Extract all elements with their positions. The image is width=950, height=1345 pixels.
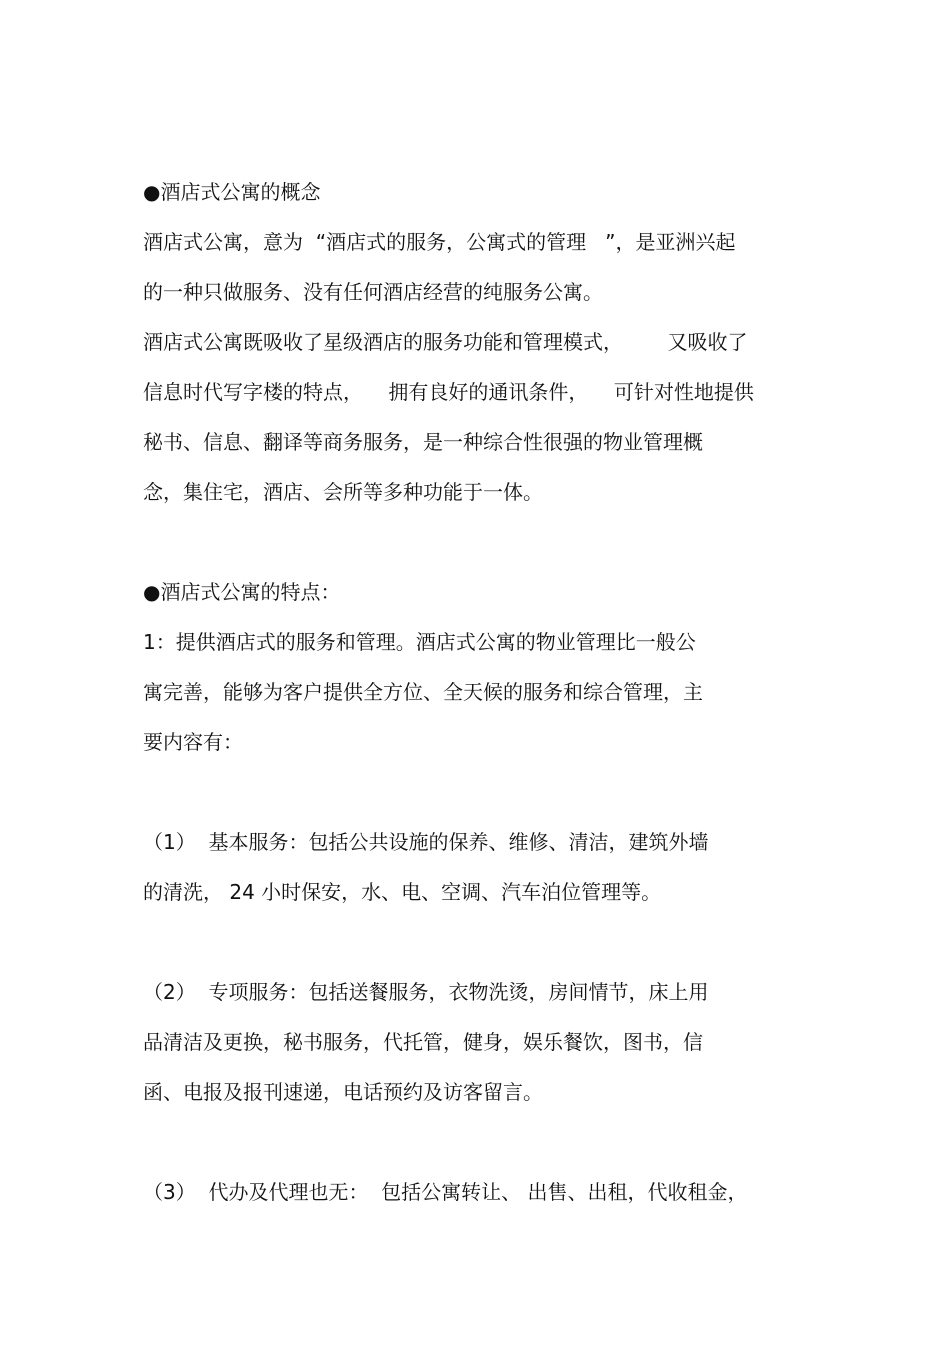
list-item-agency-services: （3） 代办及代理也无： 包括公寓转让、 出售、出租，代收租金，	[143, 1180, 748, 1204]
paragraph-line: 念，集住宅，酒店、会所等多种功能于一体。	[143, 480, 543, 504]
paragraph-line: 1：提供酒店式的服务和管理。酒店式公寓的物业管理比一般公	[143, 630, 696, 654]
paragraph-line: 酒店式公寓，意为 “酒店式的服务，公寓式的管理 ”，是亚洲兴起	[143, 230, 736, 254]
paragraph-line: 函、电报及报刊速递，电话预约及访客留言。	[143, 1080, 543, 1104]
paragraph-line: 品清洁及更换，秘书服务，代托管，健身，娱乐餐饮，图书，信	[143, 1030, 703, 1054]
paragraph-line: 秘书、信息、翻译等商务服务，是一种综合性很强的物业管理概	[143, 430, 703, 454]
paragraph-line: 的清洗， 24 小时保安，水、电、空调、汽车泊位管理等。	[143, 880, 662, 904]
paragraph-line: 的一种只做服务、没有任何酒店经营的纯服务公寓。	[143, 280, 603, 304]
list-item-special-services: （2） 专项服务：包括送餐服务，衣物洗烫，房间情节，床上用	[143, 980, 709, 1004]
section-heading-concept: ●酒店式公寓的概念	[143, 180, 321, 204]
paragraph-line: 寓完善，能够为客户提供全方位、全天候的服务和综合管理，主	[143, 680, 703, 704]
section-heading-features: ●酒店式公寓的特点：	[143, 580, 341, 604]
paragraph-line: 信息时代写字楼的特点， 拥有良好的通讯条件， 可针对性地提供	[143, 380, 754, 404]
paragraph-line: 要内容有：	[143, 730, 243, 754]
list-item-basic-services: （1） 基本服务：包括公共设施的保养、维修、清洁，建筑外墙	[143, 830, 709, 854]
paragraph-line: 酒店式公寓既吸收了星级酒店的服务功能和管理模式， 又吸收了	[143, 330, 748, 354]
